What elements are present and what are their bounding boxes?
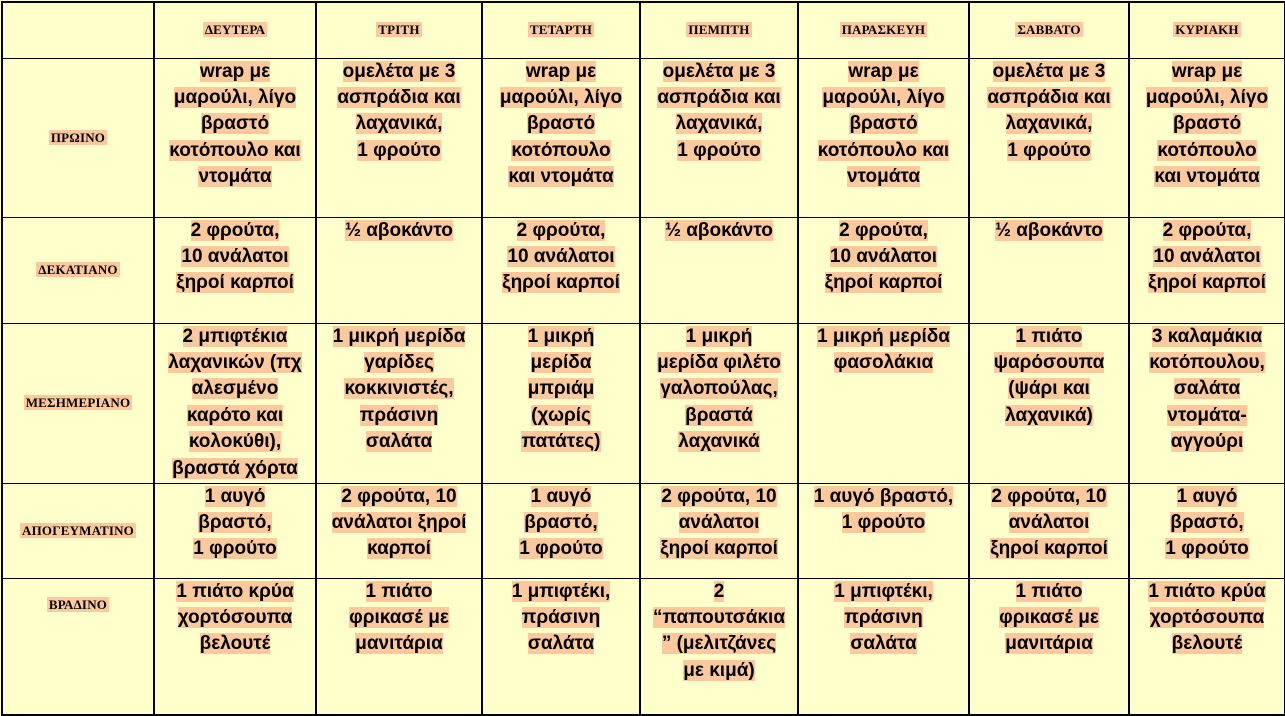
day-header-saturday: ΣΑΒΒΑΤΟ — [969, 2, 1129, 58]
meal-cell: 1 μικρή μερίδα γαρίδες κοκκινιστές, πράσινη σαλάτα — [316, 323, 482, 483]
meal-cell: ομελέτα με 3 ασπράδια και λαχανικά, 1 φρούτο — [316, 58, 482, 217]
header-row — [2, 2, 1285, 58]
meal-header-breakfast: ΠΡΩΙΝΟ — [2, 58, 154, 217]
meal-cell: 1 πιάτο φρικασέ με μανιτάρια — [969, 578, 1129, 715]
meal-header-afternoon: ΑΠΟΓΕΥΜΑΤΙΝΟ — [2, 483, 154, 578]
meal-row-mid-morning — [2, 217, 1285, 323]
meal-cell: 1 αυγό βραστό, 1 φρούτο — [798, 483, 969, 578]
meal-cell: 1 πιάτο ψαρόσουπα (ψάρι και λαχανικά) — [969, 323, 1129, 483]
meal-cell: 2 “παπουτσάκια ” (μελιτζάνες με κιμά) — [640, 578, 798, 715]
meal-row-breakfast — [2, 58, 1285, 217]
meal-cell: 1 μπιφτέκι, πράσινη σαλάτα — [798, 578, 969, 715]
meal-cell: wrap με μαρούλι, λίγο βραστό κοτόπουλο και ντομάτα — [482, 58, 640, 217]
meal-cell: wrap με μαρούλι, λίγο βραστό κοτόπουλο και ντομάτα — [1129, 58, 1285, 217]
meal-cell: 2 φρούτα, 10 ανάλατοι ξηροί καρποί — [640, 483, 798, 578]
meal-cell: 1 μικρή μερίδα φιλέτο γαλοπούλας, βραστά λαχανικά — [640, 323, 798, 483]
meal-cell: ½ αβοκάντο — [640, 217, 798, 323]
meal-cell: 1 μικρή μερίδα φασολάκια — [798, 323, 969, 483]
day-header-wednesday: ΤΕΤΑΡΤΗ — [482, 2, 640, 58]
meal-cell: 2 φρούτα, 10 ανάλατοι ξηροί καρποί — [482, 217, 640, 323]
day-header-friday: ΠΑΡΑΣΚΕΥΗ — [798, 2, 969, 58]
day-header-thursday: ΠΕΜΠΤΗ — [640, 2, 798, 58]
meal-cell: 2 φρούτα, 10 ανάλατοι ξηροί καρποί — [969, 483, 1129, 578]
meal-header-mid-morning: ΔΕΚΑΤΙΑΝΟ — [2, 217, 154, 323]
meal-cell: 2 φρούτα, 10 ανάλατοι ξηροί καρποί — [316, 483, 482, 578]
meal-header-lunch: ΜΕΣΗΜΕΡΙΑΝΟ — [2, 323, 154, 483]
day-header-tuesday: ΤΡΙΤΗ — [316, 2, 482, 58]
meal-cell: 1 πιάτο φρικασέ με μανιτάρια — [316, 578, 482, 715]
meal-cell: 1 πιάτο κρύα χορτόσουπα βελουτέ — [154, 578, 316, 715]
meal-cell: 1 μικρή μερίδα μπριάμ (χωρίς πατάτες) — [482, 323, 640, 483]
meal-header-dinner: ΒΡΑΔΙΝΟ — [2, 578, 154, 715]
day-header-monday: ΔΕΥΤΕΡΑ — [154, 2, 316, 58]
meal-row-dinner — [2, 578, 1285, 715]
weekly-meal-plan-table — [1, 1, 1285, 716]
meal-cell: 1 μπιφτέκι, πράσινη σαλάτα — [482, 578, 640, 715]
meal-cell: wrap με μαρούλι, λίγο βραστό κοτόπουλο και ντομάτα — [154, 58, 316, 217]
meal-cell: ½ αβοκάντο — [316, 217, 482, 323]
meal-cell: 1 αυγό βραστό, 1 φρούτο — [154, 483, 316, 578]
meal-cell: 1 αυγό βραστό, 1 φρούτο — [1129, 483, 1285, 578]
meal-cell: 1 αυγό βραστό, 1 φρούτο — [482, 483, 640, 578]
day-header-sunday: ΚΥΡΙΑΚΗ — [1129, 2, 1285, 58]
meal-cell: ½ αβοκάντο — [969, 217, 1129, 323]
meal-row-lunch — [2, 323, 1285, 483]
meal-row-afternoon — [2, 483, 1285, 578]
meal-cell: 2 φρούτα, 10 ανάλατοι ξηροί καρποί — [798, 217, 969, 323]
meal-cell: 2 φρούτα, 10 ανάλατοι ξηροί καρποί — [154, 217, 316, 323]
meal-cell: ομελέτα με 3 ασπράδια και λαχανικά, 1 φρούτο — [969, 58, 1129, 217]
meal-cell: 2 μπιφτέκια λαχανικών (πχ αλεσμένο καρότο και κολοκύθι), βραστά χόρτα — [154, 323, 316, 483]
meal-cell: 1 πιάτο κρύα χορτόσουπα βελουτέ — [1129, 578, 1285, 715]
meal-cell: ομελέτα με 3 ασπράδια και λαχανικά, 1 φρούτο — [640, 58, 798, 217]
meal-cell: 3 καλαμάκια κοτόπουλου, σαλάτα ντομάτα- αγγούρι — [1129, 323, 1285, 483]
meal-cell: wrap με μαρούλι, λίγο βραστό κοτόπουλο και ντομάτα — [798, 58, 969, 217]
meal-cell: 2 φρούτα, 10 ανάλατοι ξηροί καρποί — [1129, 217, 1285, 323]
corner-cell — [2, 2, 154, 58]
